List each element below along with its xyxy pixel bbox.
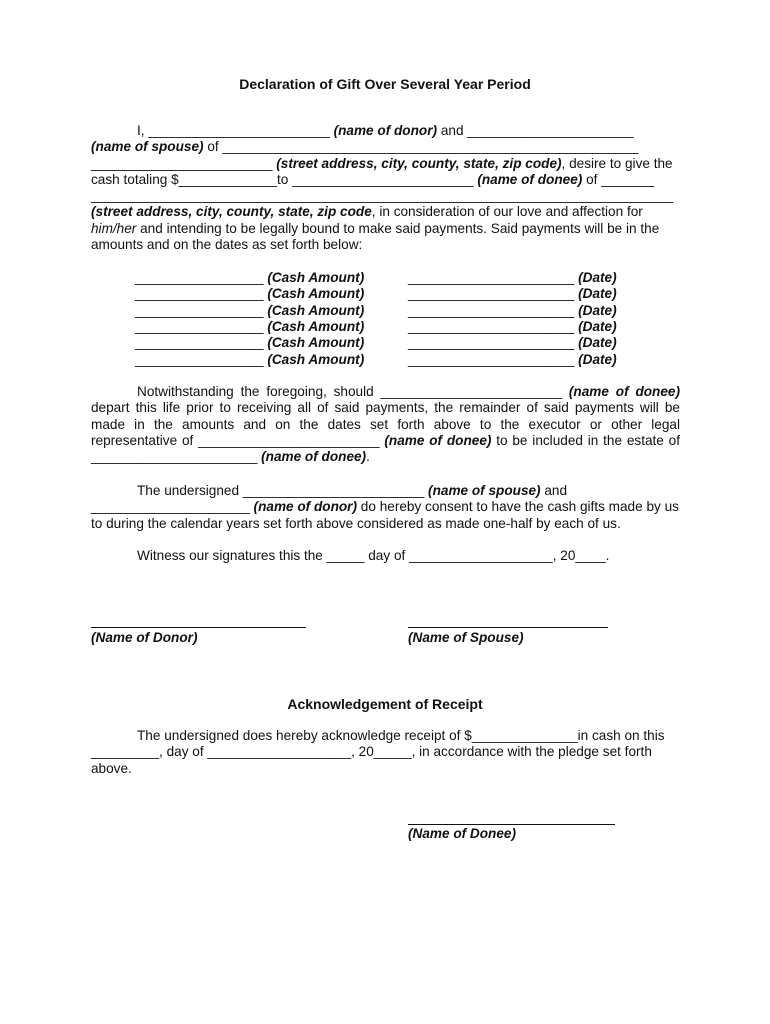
name-of-donee-label-1: (name of donee): [568, 384, 681, 399]
address-blank-b[interactable]: ________________________: [91, 155, 273, 171]
date-blank[interactable]: ______________________: [408, 270, 575, 285]
date-label: (Date): [578, 286, 617, 302]
name-of-donee-label-3: (name of donee): [261, 449, 367, 465]
donor-name-blank[interactable]: ________________________: [148, 123, 330, 138]
date-label: (Date): [578, 270, 617, 285]
cash-amount-label: (Cash Amount): [267, 286, 365, 302]
donee-signature-line[interactable]: [408, 824, 615, 825]
name-of-spouse-label: (name of spouse): [91, 139, 204, 155]
ack-text-2: in cash on this: [577, 728, 665, 743]
cash-amount-label: (Cash Amount): [267, 302, 365, 318]
witness-month-blank[interactable]: ___________________: [409, 548, 553, 563]
donee-blank-3[interactable]: ______________________: [91, 449, 258, 465]
donee-blank-2[interactable]: ________________________: [198, 432, 380, 448]
cash-amount-label: (Cash Amount): [267, 351, 365, 367]
date-blank[interactable]: ______________________: [408, 351, 575, 367]
consent-name-of-donor-label: (name of donor): [253, 499, 358, 515]
date-blank[interactable]: ______________________: [408, 318, 575, 334]
date-label: (Date): [578, 302, 617, 318]
street-address-label: (street address, city, county, state, zip code): [276, 155, 562, 171]
name-of-donee-label: (name of donee): [477, 171, 583, 187]
name-of-donee-label-2: (name of donee): [384, 432, 492, 448]
spouse-signature-line[interactable]: [408, 627, 608, 628]
witness-day-blank[interactable]: _____: [326, 548, 365, 563]
name-of-spouse-signature-label: (Name of Spouse): [408, 630, 524, 645]
ack-day-blank[interactable]: _________: [91, 744, 160, 760]
ack-day-of: , day of: [159, 744, 204, 760]
notwithstanding-period: .: [366, 449, 370, 465]
intro-to: to: [276, 171, 289, 187]
intro-i: I,: [137, 123, 145, 138]
ack-text-3: , in accordance with the pledge set forth above.: [91, 744, 652, 776]
ack-year-prefix: , 20: [351, 744, 374, 760]
intro-of2: of: [586, 171, 598, 187]
witness-year-prefix: , 20: [552, 548, 576, 563]
date-label: (Date): [578, 335, 617, 351]
address-blank-c[interactable]: _____________________________________________________________________________: [91, 188, 674, 203]
consent-spouse-blank[interactable]: ________________________: [242, 483, 425, 498]
donee-blank-1[interactable]: ________________________: [380, 384, 563, 399]
ack-text-1: The undersigned does hereby acknowledge receipt of $: [137, 728, 472, 743]
consent-text-1: The undersigned: [137, 483, 240, 498]
cash-total-blank[interactable]: _____________: [178, 171, 277, 187]
consent-and: and: [544, 483, 568, 498]
consideration-text: , in consideration of our love and affection for: [371, 204, 643, 220]
consent-paragraph: [91, 483, 680, 532]
notwithstanding-paragraph: [91, 384, 680, 465]
notwithstanding-text-1: Notwithstanding the foregoing, should: [137, 384, 374, 399]
cash-amount-blank[interactable]: _________________: [135, 302, 264, 318]
spouse-name-blank[interactable]: ______________________: [467, 123, 634, 138]
street-address-label-2: (street address, city, county, state, zip code: [91, 204, 372, 220]
intro-paragraph: [91, 123, 680, 188]
date-label: (Date): [578, 318, 617, 334]
witness-text: Witness our signatures this the: [137, 548, 323, 563]
cash-amount-blank[interactable]: _________________: [135, 318, 264, 334]
date-label: (Date): [578, 351, 617, 367]
consent-name-of-spouse-label: (name of spouse): [428, 483, 541, 498]
witness-year-blank[interactable]: ____: [575, 548, 606, 563]
intro-and: and: [440, 123, 464, 138]
document-title: Declaration of Gift Over Several Year Period: [239, 76, 531, 92]
name-of-donor-signature-label: (Name of Donor): [91, 630, 198, 645]
witness-paragraph: [91, 548, 680, 564]
ack-year-blank[interactable]: _____: [373, 744, 412, 760]
cash-amount-label: (Cash Amount): [267, 335, 365, 351]
cash-amount-blank[interactable]: _________________: [135, 286, 264, 302]
name-of-donor-label: (name of donor): [333, 123, 438, 138]
acknowledgement-paragraph: [91, 728, 680, 777]
cash-amount-label: (Cash Amount): [267, 270, 365, 285]
cash-amount-blank[interactable]: _________________: [135, 270, 264, 285]
cash-amount-blank[interactable]: _________________: [135, 335, 264, 351]
cash-amount-label: (Cash Amount): [267, 318, 365, 334]
cash-amount-blank[interactable]: _________________: [135, 351, 264, 367]
intro-of: of: [207, 139, 219, 155]
desire-text: , desire to give the cash totaling $: [91, 155, 673, 187]
donee-of-blank[interactable]: _______: [601, 171, 655, 187]
ack-amount-blank[interactable]: ______________: [471, 728, 578, 743]
acknowledgement-heading: Acknowledgement of Receipt: [287, 696, 483, 712]
intro-paragraph-cont: [91, 188, 680, 253]
notwithstanding-text-2: depart this life prior to receiving all of said payments, the remainder of said payments will be made in the amounts and on the dates set forth above to the executor or other legal representative of: [91, 400, 680, 448]
consent-donor-blank[interactable]: _____________________: [91, 499, 250, 515]
date-blank[interactable]: ______________________: [408, 302, 575, 318]
him-her-text: him/her: [91, 220, 137, 236]
date-blank[interactable]: ______________________: [408, 286, 575, 302]
donor-signature-line[interactable]: [91, 627, 306, 628]
address-blank-a[interactable]: _______________________________________________________: [222, 139, 639, 155]
consent-text-2: do hereby consent to have the cash gifts made by us to during the calendar years set forth above considered as made one-half by each of us.: [91, 499, 679, 531]
ack-month-blank[interactable]: ___________________: [207, 744, 352, 760]
donee-name-blank[interactable]: ________________________: [292, 171, 474, 187]
intending-text: and intending to be legally bound to make said payments. Said payments will be in the amounts and on the dates as set forth below:: [91, 220, 660, 252]
notwithstanding-text-3: to be included in the estate of: [496, 432, 681, 448]
date-blank[interactable]: ______________________: [408, 335, 575, 351]
witness-end: .: [605, 548, 610, 563]
name-of-donee-signature-label: (Name of Donee): [408, 826, 517, 841]
witness-day-of: day of: [368, 548, 406, 563]
